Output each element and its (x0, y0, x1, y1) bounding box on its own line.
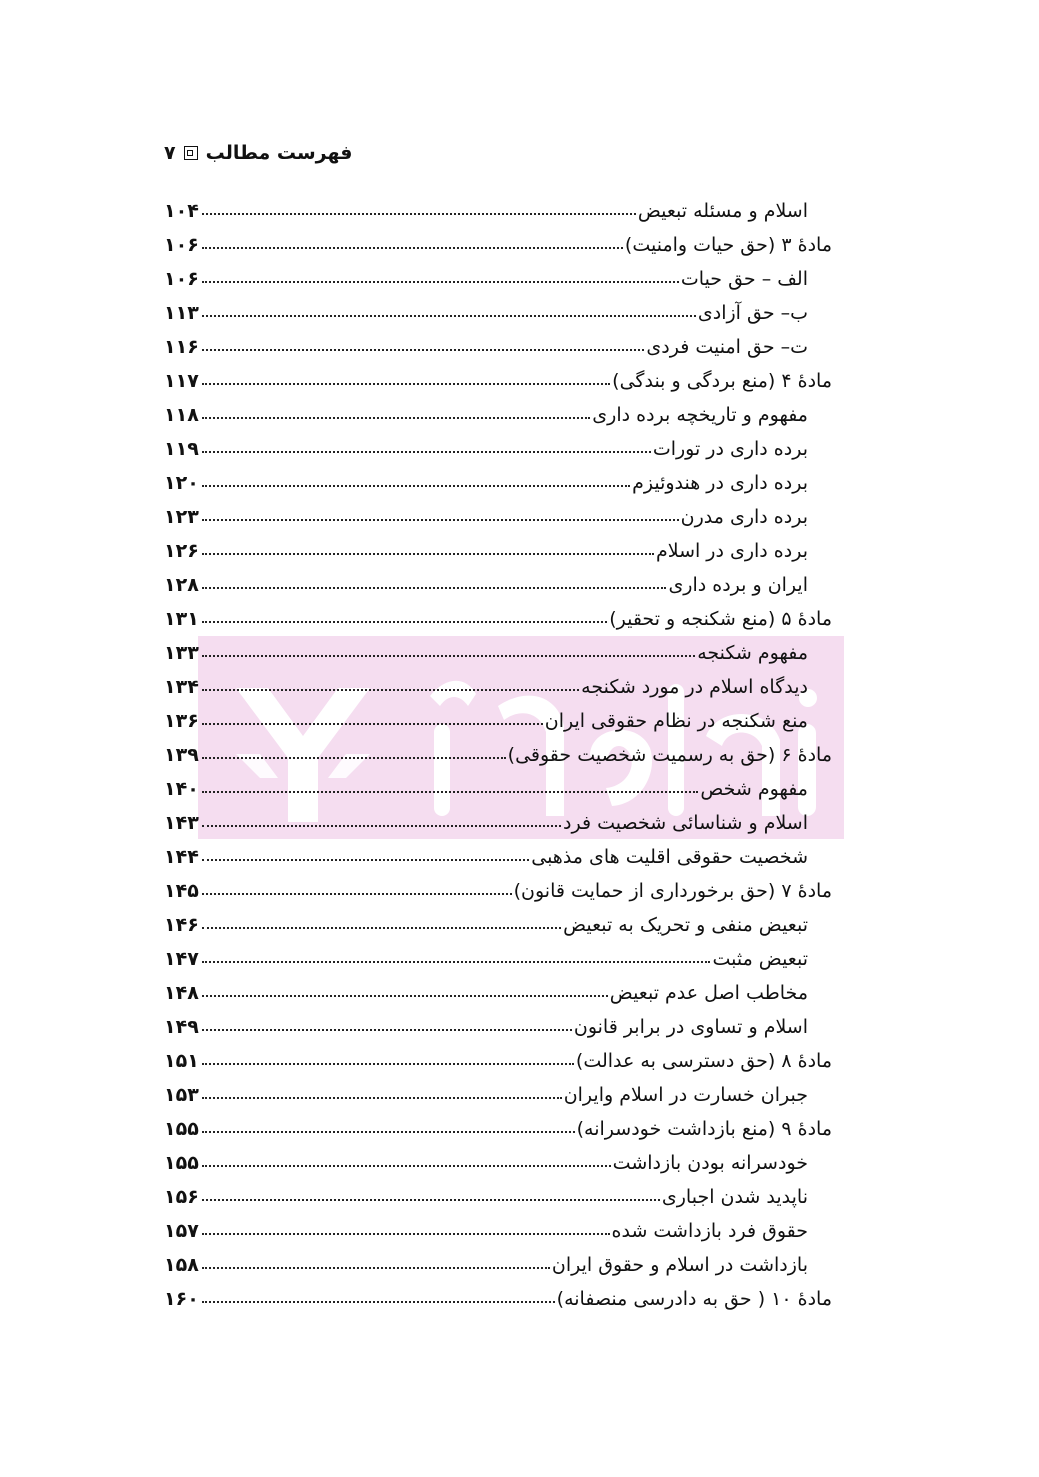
toc-entry-title: برده داری در اسلام (655, 540, 808, 562)
running-header (164, 138, 864, 168)
toc-entry (164, 1180, 832, 1214)
toc-entry (164, 432, 832, 466)
toc-entry-page: ۱۵۵ (164, 1152, 199, 1174)
toc-entry-page: ۱۰۴ (164, 200, 199, 222)
toc-entry-title: برده داری در هندوئیزم (632, 472, 808, 494)
dot-leader (202, 757, 506, 759)
toc-entry (164, 296, 832, 330)
toc-entry-page: ۱۱۸ (164, 404, 199, 426)
toc-entry-title: برده داری در تورات (652, 438, 808, 460)
toc-entry (164, 1078, 832, 1112)
toc-entry-title: مادهٔ ۴ (منع بردگی و بندگی) (612, 370, 832, 392)
dot-leader (202, 689, 579, 691)
dot-leader (202, 485, 630, 487)
dot-leader (202, 1199, 660, 1201)
toc-entry (164, 908, 832, 942)
toc-entry-title: جبران خسارت در اسلام وایران (563, 1084, 808, 1106)
dot-leader (202, 383, 610, 385)
toc-entry (164, 330, 832, 364)
toc-entry-page: ۱۴۸ (164, 982, 199, 1004)
dot-leader (202, 1267, 550, 1269)
toc-entry-page: ۱۳۴ (164, 676, 199, 698)
dot-leader (202, 349, 644, 351)
toc-entry-page: ۱۱۶ (164, 336, 199, 358)
toc-entry-page: ۱۳۱ (164, 608, 199, 630)
header-title: فهرست مطالب (205, 142, 353, 164)
dot-leader (202, 1301, 555, 1303)
toc-entry (164, 1112, 832, 1146)
toc-entry-page: ۱۵۸ (164, 1254, 199, 1276)
toc-entry (164, 1146, 832, 1180)
dot-leader (202, 213, 636, 215)
toc-entry-page: ۱۴۳ (164, 812, 199, 834)
toc-entry (164, 636, 832, 670)
toc-entry (164, 500, 832, 534)
toc-entry-title: ایران و برده داری (668, 574, 808, 596)
toc-entry-title: دیدگاه اسلام در مورد شکنجه (581, 676, 808, 698)
toc-entry (164, 976, 832, 1010)
toc-entry (164, 772, 832, 806)
dot-leader (202, 961, 710, 963)
dot-leader (202, 995, 608, 997)
toc-entry-title: مادهٔ ۹ (منع بازداشت خودسرانه) (576, 1118, 832, 1140)
toc-entry (164, 568, 832, 602)
toc-entry (164, 466, 832, 500)
toc-entry-page: ۱۳۳ (164, 642, 199, 664)
toc-entry-page: ۱۲۰ (164, 472, 199, 494)
dot-leader (202, 1233, 610, 1235)
toc-entry-title: حقوق فرد بازداشت شده (611, 1220, 808, 1242)
toc-entry-page: ۱۳۹ (164, 744, 199, 766)
dot-leader (202, 927, 561, 929)
toc-entry-page: ۱۴۷ (164, 948, 199, 970)
toc-entry (164, 1282, 832, 1316)
toc-entry-page: ۱۵۶ (164, 1186, 199, 1208)
dot-leader (202, 1131, 575, 1133)
toc-entry-title: منع شکنجه در نظام حقوقی ایران (544, 710, 808, 732)
toc-entry-title: مفهوم شخص (700, 778, 808, 800)
dot-leader (202, 553, 654, 555)
toc-entry (164, 228, 832, 262)
dot-leader (202, 791, 698, 793)
toc-entry (164, 840, 832, 874)
dot-leader (202, 281, 679, 283)
toc-entry-title: ت– حق امنیت فردی (646, 336, 808, 358)
toc-entry-title: مادهٔ ۳ (حق حیات وامنیت) (624, 234, 832, 256)
toc-entry-page: ۱۴۶ (164, 914, 199, 936)
toc-entry-page: ۱۰۶ (164, 268, 199, 290)
toc-entry-title: مادهٔ ۶ (حق به رسمیت شخصیت حقوقی) (507, 744, 832, 766)
toc-entry-title: برده داری مدرن (680, 506, 808, 528)
toc-entry-title: اسلام و تساوی در برابر قانون (573, 1016, 808, 1038)
toc-entry-page: ۱۲۳ (164, 506, 199, 528)
toc-entry (164, 602, 832, 636)
toc-entry-title: مادهٔ ۱۰ ( حق به دادرسی منصفانه) (556, 1288, 832, 1310)
toc-entry-page: ۱۵۳ (164, 1084, 199, 1106)
toc-entry (164, 1010, 832, 1044)
toc-entry-page: ۱۴۹ (164, 1016, 199, 1038)
toc-entry-title: مخاطب اصل عدم تبعیض (609, 982, 808, 1004)
toc-entry (164, 398, 832, 432)
toc-entry (164, 194, 832, 228)
toc-entry-page: ۱۱۳ (164, 302, 199, 324)
toc-entry (164, 1044, 832, 1078)
toc-entry-title: ناپدید شدن اجباری (661, 1186, 808, 1208)
toc-entry (164, 670, 832, 704)
dot-leader (202, 859, 529, 861)
dot-leader (202, 825, 561, 827)
dot-leader (202, 587, 666, 589)
toc-entry-title: خودسرانه بودن بازداشت (612, 1152, 808, 1174)
table-of-contents (164, 194, 832, 1316)
toc-entry-title: ب– حق آزادی (697, 302, 808, 324)
header-page-number: ۷ (164, 142, 176, 164)
toc-entry (164, 1248, 832, 1282)
toc-entry-page: ۱۵۱ (164, 1050, 199, 1072)
square-ornament-icon (184, 146, 198, 160)
toc-entry-title: مفهوم و تاریخچه برده داری (592, 404, 808, 426)
toc-entry-title: اسلام و شناسائی شخصیت فرد (563, 812, 808, 834)
toc-entry (164, 704, 832, 738)
dot-leader (202, 893, 512, 895)
toc-entry-page: ۱۶۰ (164, 1288, 199, 1310)
dot-leader (202, 655, 695, 657)
toc-entry-page: ۱۳۶ (164, 710, 199, 732)
toc-entry-title: تبعیض مثبت (712, 948, 808, 970)
toc-entry-title: تبعیض منفی و تحریک به تبعیض (563, 914, 808, 936)
dot-leader (202, 519, 679, 521)
toc-entry-page: ۱۴۴ (164, 846, 199, 868)
toc-entry-page: ۱۵۵ (164, 1118, 199, 1140)
dot-leader (202, 1029, 572, 1031)
toc-entry-title: مفهوم شکنجه (697, 642, 808, 664)
toc-entry-page: ۱۲۸ (164, 574, 199, 596)
toc-entry-page: ۱۰۶ (164, 234, 199, 256)
dot-leader (202, 723, 543, 725)
toc-entry (164, 874, 832, 908)
toc-entry-page: ۱۱۷ (164, 370, 199, 392)
dot-leader (202, 247, 623, 249)
toc-entry (164, 262, 832, 296)
toc-entry-title: شخصیت حقوقی اقلیت های مذهبی (531, 846, 808, 868)
dot-leader (202, 1063, 574, 1065)
toc-entry-title: الف – حق حیات (680, 268, 808, 290)
toc-entry-page: ۱۱۹ (164, 438, 199, 460)
dot-leader (202, 315, 696, 317)
toc-entry-page: ۱۴۰ (164, 778, 199, 800)
toc-entry (164, 1214, 832, 1248)
toc-entry-page: ۱۲۶ (164, 540, 199, 562)
toc-entry-title: مادهٔ ۵ (منع شکنجه و تحقیر) (609, 608, 832, 630)
toc-entry-title: مادهٔ ۸ (حق دسترسی به عدالت) (575, 1050, 832, 1072)
toc-entry-page: ۱۵۷ (164, 1220, 199, 1242)
toc-entry-title: مادهٔ ۷ (حق برخورداری از حمایت قانون) (513, 880, 832, 902)
dot-leader (202, 621, 607, 623)
toc-entry (164, 806, 832, 840)
toc-entry-page: ۱۴۵ (164, 880, 199, 902)
dot-leader (202, 451, 651, 453)
toc-entry (164, 738, 832, 772)
dot-leader (202, 417, 590, 419)
dot-leader (202, 1097, 562, 1099)
toc-entry (164, 364, 832, 398)
toc-entry (164, 942, 832, 976)
dot-leader (202, 1165, 611, 1167)
toc-entry-title: بازداشت در اسلام و حقوق ایران (551, 1254, 808, 1276)
toc-entry-title: اسلام و مسئله تبعیض (637, 200, 808, 222)
toc-entry (164, 534, 832, 568)
